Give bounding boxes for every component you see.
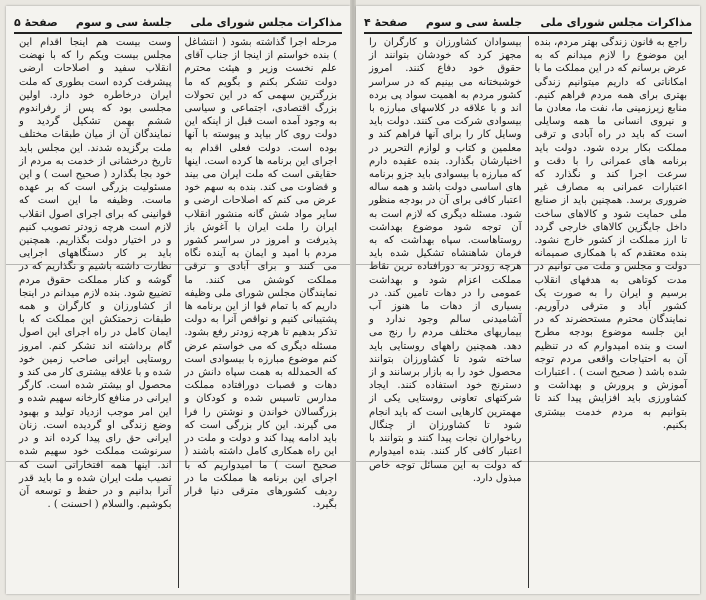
text-column-right <box>530 36 693 588</box>
page-number: صفحهٔ ۴ <box>364 15 408 29</box>
body-text: بیسوادان کشاورزان و کارگران را مجهز کرد که خودشان بتوانند از حقوق خود دفاع کنند. امروز خوشبختانه می بینیم که در سراسر کشور مردم به اهمیت سواد پی برده اند و با علاقه در کلاسهای مبارزه با بیسوادی شرکت می کنند. دولت باید وسایل کار را برای آنها فراهم کند و معلمین و کتاب و لوازم التحریر در اختیارشان بگذارد. بنده عقیده دارم که مبارزه با بیسوادی باید جزو برنامه های اساسی دولت باشد و همه ساله اعتبار کافی برای آن در بودجه منظور شود. مسئله دیگری که لازم است به آن توجه شود موضوع بهداشت روستاهاست. سپاه بهداشت که به فرمان شاهنشاه تشکیل شده باید هرچه زودتر به دورافتاده ترین نقاط مملکت اعزام شود و بهداشت عمومی را در دهات تامین کند. در بسیاری از دهات ما هنوز آب آشامیدنی سالم وجود ندارد و بیماریهای مختلف مردم را رنج می دهد. همچنین راههای روستایی باید ساخته شود تا کشاورزان بتوانند محصول خود را به بازار برسانند و از دسترنج خود استفاده کنند. ایجاد شرکتهای تعاونی روستایی یکی از مهمترین کارهایی است که باید انجام شود تا کشاورزان از چنگال رباخواران نجات پیدا کنند و بتوانند با اعتبار کافی کار کنند. بنده امیدوارم که دولت به این مسائل توجه خاص مبذول دارد. <box>369 37 522 484</box>
text-columns <box>364 36 692 588</box>
page-number: صفحهٔ ۵ <box>14 15 58 29</box>
journal-title: مذاکرات مجلس شورای ملی <box>540 15 692 29</box>
page-header <box>364 12 692 34</box>
text-column-left <box>14 36 177 588</box>
page-4 <box>356 6 700 594</box>
body-text: وست بیست هم اینجا اقدام این مجلس بیست ویکم را که با نهضت انقلاب سفید و اصلاحات ارضی پیشرفت کرده است بطوری که ملت ایران درخاطره خود دارد. اولین مجلسی بود که پس از رفراندوم ششم بهمن تشکیل گردید و نمایندگان آن از میان طبقات مختلف ملت برگزیده شدند. این مجلس باید تاریخ درخشانی از خدمت به مردم از خود بجا بگذارد ( صحیح است ) و این مسئولیت بزرگی است که بر عهده ماست. وظیفه ما این است که قوانینی که برای اجرای اصول انقلاب لازم است هرچه زودتر تصویب کنیم و در اختیار دولت بگذاریم. همچنین باید بر کار دستگاههای اجرایی نظارت داشته باشیم و نگذاریم که در گوشه و کنار مملکت حقوق مردم تضییع شود. بنده لازم میدانم در اینجا از کشاورزان و کارگران و همه طبقات زحمتکش این مملکت که با ایمان کامل در راه اجرای این اصول گام برداشته اند تشکر کنم. امروز روستایی ایرانی صاحب زمین خود شده و با علاقه بیشتری کار می کند و محصول او بیشتر شده است. کارگر ایرانی در منافع کارخانه سهیم شده و این امر موجب ازدیاد تولید و بهبود وضع زندگی او گردیده است. زنان ایرانی حق رای پیدا کرده اند و در سرنوشت مملکت خود سهیم شده اند. اینها همه افتخاراتی است که نصیب ملت ایران شده و ما باید قدر آنرا بدانیم و در حفظ و توسعه آن بکوشیم. والسلام ( احسنت ) . <box>19 37 172 511</box>
session-title: جلسهٔ سی و سوم <box>75 15 173 29</box>
fold-crease <box>356 461 700 462</box>
body-text: مرحله اجرا گذاشته بشود ( انتشاغل ) بنده خواستم از اینجا از جناب آقای علم نخست وزیر و هیئت محترم دولت تشکر بکنم و بگویم که ما بزرگترین سهمی که در این تحولات بزرگ اقتصادی، اجتماعی و سیاسی به وجود آمده است قبل از اینکه این دولت روی کار بیاید و پیوسته با آنها بوده است. دولت فعلی اقدام به اجرای این برنامه ها کرده است. اینها حقایقی است که ملت ایران می بیند و قضاوت می کند. بنده به سهم خود عرض می کنم که اصلاحات ارضی و سایر مواد شش گانه منشور انقلاب ایران را ملت ایران با آغوش باز پذیرفت و امروز در سراسر کشور مردم با امید و ایمان به آینده نگاه می کنند و برای آبادی و ترقی مملکت کوشش می کنند. ما نمایندگان مجلس شورای ملی وظیفه داریم که با تمام قوا از این برنامه ها پشتیبانی کنیم و نواقص آنرا به دولت تذکر بدهیم تا هرچه زودتر رفع بشود. مسئله دیگری که می خواستم عرض کنم موضوع مبارزه با بیسوادی است که الحمدلله به همت سپاه دانش در دهات و قصبات دورافتاده مملکت مدارس تاسیس شده و کودکان و بزرگسالان خواندن و نوشتن را فرا می گیرند. این کار بزرگی است که باید ادامه پیدا کند و دولت و ملت در این راه همکاری کامل داشته باشند ( صحیح است ) ما امیدواریم که با اجرای این برنامه ها مملکت ما در ردیف کشورهای مترقی دنیا قرار بگیرد. <box>184 37 337 511</box>
text-column-left <box>364 36 527 588</box>
body-text: راجع به قانون زندگی بهتر مردم، بنده این موضوع را لازم میدانم که به عرض برسانم که در این مملکت ما با امکاناتی که داریم میتوانیم زندگی بهتری برای همه مردم فراهم کنیم. منابع زیرزمینی ما، نفت ما، معادن ما و نیروی انسانی ما همه وسایلی است که باید در راه آبادی و ترقی مملکت بکار برده شود. دولت باید برنامه های عمرانی را با دقت و سرعت اجرا کند و نگذارد که اعتبارات عمرانی به مصارف غیر ضروری برسد. همچنین باید از صنایع ملی حمایت شود و کالاهای ساخت داخل جایگزین کالاهای خارجی گردد تا ارز مملکت از کشور خارج نشود. بنده معتقدم که با همکاری صمیمانه دولت و مجلس و ملت می توانیم در مدت کوتاهی به هدفهای انقلاب برسیم و ایران را به صورت یک کشور آباد و مترقی درآوریم. نمایندگان محترم مستحضرند که در این جلسه موضوع بودجه مطرح است و بنده امیدوارم که در تنظیم آن به احتیاجات واقعی مردم توجه شده باشد ( صحیح است ) . اعتبارات آموزش و پرورش و بهداشت و کشاورزی باید افزایش پیدا کند تا بتوانیم به مردم خدمت بیشتری بکنیم. <box>534 37 687 431</box>
journal-title: مذاکرات مجلس شورای ملی <box>190 15 342 29</box>
page-header <box>14 12 342 34</box>
session-title: جلسهٔ سی و سوم <box>425 15 523 29</box>
column-divider <box>178 36 179 588</box>
page-5 <box>6 6 350 594</box>
fold-crease <box>6 461 350 462</box>
fold-crease <box>356 264 700 265</box>
column-divider <box>528 36 529 588</box>
fold-crease <box>6 264 350 265</box>
text-column-right <box>180 36 343 588</box>
text-columns <box>14 36 342 588</box>
